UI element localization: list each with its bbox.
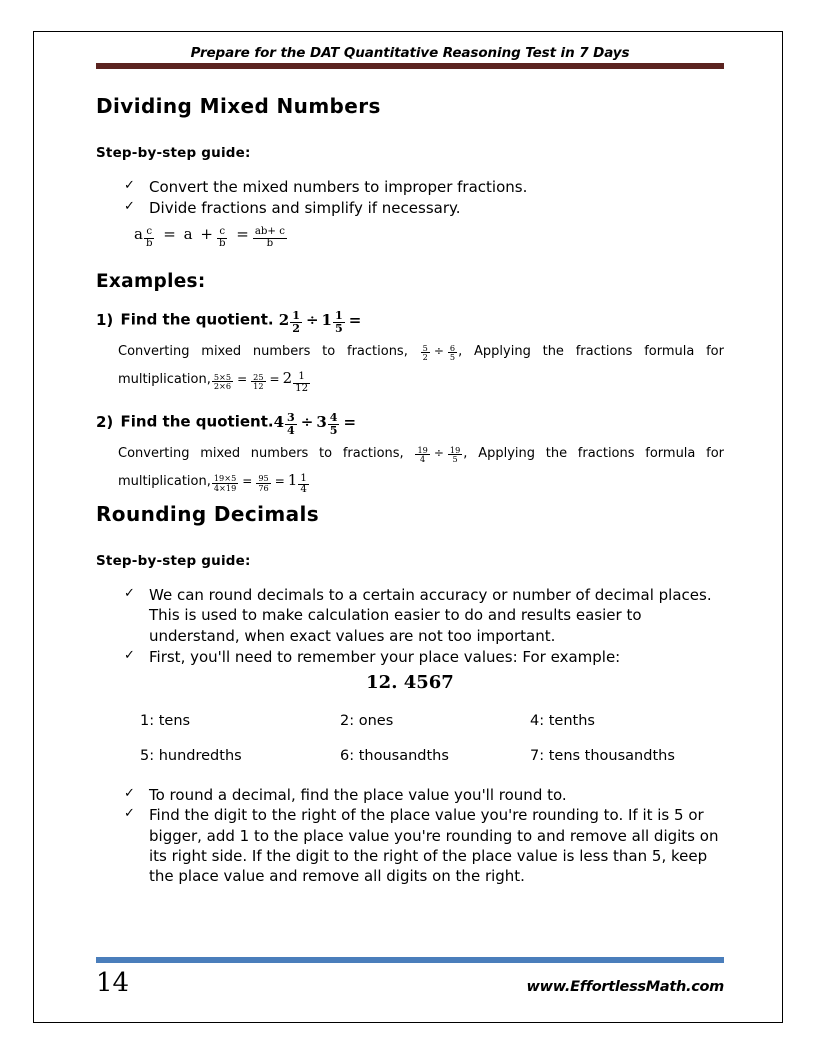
example-2-comma: , xyxy=(463,445,468,461)
examples-title: Examples: xyxy=(96,271,206,293)
formula-lhs-whole: a xyxy=(134,224,143,243)
example-1-whole-2: 1 xyxy=(321,310,332,329)
place-value-cell: 5: hundredths xyxy=(140,748,242,765)
example-2-frac2-den: 5 xyxy=(448,454,462,464)
check-icon: ✓ xyxy=(124,199,135,215)
example-2-result2-den: 76 xyxy=(258,482,269,493)
table-row xyxy=(140,742,700,777)
example-1-comma: , xyxy=(458,343,463,359)
example-2-frac1-num: 19 xyxy=(417,444,428,455)
example-1-result-equals-2: = xyxy=(269,372,280,387)
example-1-frac1-den: 2 xyxy=(422,352,428,363)
example-1-whole-1: 2 xyxy=(278,310,290,329)
formula-lhs-numerator: c xyxy=(146,225,153,237)
example-1-equals: = xyxy=(348,310,362,329)
example-2-question: Find the quotient. xyxy=(120,412,274,431)
list-item xyxy=(124,805,724,886)
list-item xyxy=(124,198,724,218)
step-by-step-guide-label-2: Step-by-step guide: xyxy=(96,553,251,570)
formula-rhs-numerator: ab+ c xyxy=(254,225,285,237)
footer-row xyxy=(96,968,724,998)
example-1-solution xyxy=(118,340,724,395)
example-1-result1-num: 5×5 xyxy=(213,371,232,382)
formula-rhs-denominator: b xyxy=(253,238,287,250)
list-item-label: Convert the mixed numbers to improper fractions. xyxy=(149,178,528,196)
check-icon: ✓ xyxy=(124,586,135,602)
check-icon: ✓ xyxy=(124,806,135,822)
step-by-step-guide-label-1: Step-by-step guide: xyxy=(96,145,251,161)
example-2-solution-text-1: Converting mixed numbers to fractions, xyxy=(118,445,404,461)
example-1-result1-den: 2×6 xyxy=(213,381,232,392)
dividing-mixed-numbers-bullets xyxy=(96,177,724,219)
example-2-result1-num: 19×5 xyxy=(213,473,237,484)
page-number: 14 xyxy=(96,968,130,998)
formula-equals-1: = xyxy=(163,224,176,243)
example-2-solution-divide: ÷ xyxy=(433,445,444,460)
list-item-label: To round a decimal, find the place value you'll round to. xyxy=(149,786,567,805)
rounding-decimals-bullets-bottom xyxy=(96,785,724,886)
example-2-answer-den: 4 xyxy=(300,484,307,496)
check-icon: ✓ xyxy=(124,786,135,802)
example-1-num-1: 1 xyxy=(292,309,300,323)
place-value-cell: 1: tens xyxy=(140,713,191,730)
place-value-example-number: 12. 4567 xyxy=(366,672,454,694)
example-1-den-1: 2 xyxy=(292,322,300,336)
example-2-divide-op: ÷ xyxy=(300,412,314,431)
check-icon: ✓ xyxy=(124,647,135,663)
example-2-den-2: 5 xyxy=(329,423,338,437)
example-1-solution-text-1: Converting mixed numbers to fractions, xyxy=(118,343,408,359)
example-2 xyxy=(96,412,724,496)
formula-lhs-denominator: b xyxy=(145,237,153,249)
example-2-equals: = xyxy=(343,412,357,431)
list-item xyxy=(124,585,724,646)
example-2-result-equals-2: = xyxy=(274,474,285,489)
example-1-num-2: 1 xyxy=(334,309,343,323)
table-row xyxy=(140,707,700,742)
formula-plus: + xyxy=(200,224,213,243)
example-2-frac1-den: 4 xyxy=(415,454,429,464)
example-2-result2-num: 95 xyxy=(258,473,269,484)
place-value-cell: 7: tens thousandths xyxy=(530,748,675,765)
example-1-prompt xyxy=(96,310,724,334)
header-rule xyxy=(96,63,724,69)
example-1-frac2-den: 5 xyxy=(449,352,456,363)
example-2-den-1: 4 xyxy=(287,423,295,437)
example-1-divide-op: ÷ xyxy=(305,310,319,329)
example-1-result2-den: 12 xyxy=(253,381,264,392)
example-2-number: 2) xyxy=(96,412,114,431)
list-item-label: Divide fractions and simplify if necessary. xyxy=(149,199,461,218)
example-1-answer-den: 12 xyxy=(295,382,309,394)
check-icon: ✓ xyxy=(124,178,135,193)
place-value-cell: 6: thousandths xyxy=(340,748,449,765)
place-value-cell: 2: ones xyxy=(340,713,394,730)
example-1-answer-whole: 2 xyxy=(282,369,293,388)
example-1-frac2-num: 6 xyxy=(449,342,456,353)
footer-rule xyxy=(96,957,724,963)
example-2-prompt xyxy=(96,412,724,436)
list-item xyxy=(124,177,724,197)
example-1-solution-divide: ÷ xyxy=(433,343,444,358)
running-header: Prepare for the DAT Quantitative Reasoning Test in 7 Days xyxy=(190,45,630,61)
mixed-number-formula xyxy=(134,225,724,250)
example-2-whole-1: 4 xyxy=(273,412,284,431)
example-1 xyxy=(96,310,724,394)
website-link[interactable]: www.EffortlessMath.com xyxy=(526,979,724,995)
list-item-label: Find the digit to the right of the place value you're rounding to. If it is 5 or bigger, add 1 to the place value you're rounding to and remove all digits on its right side. If the digit to the right of the place value is less than 5, keep the place value and remove all digits on the right. xyxy=(149,806,719,886)
example-1-result2-num: 25 xyxy=(253,371,264,382)
formula-mid-whole: a xyxy=(183,224,193,243)
example-2-answer-num: 1 xyxy=(300,472,307,484)
example-2-answer-whole: 1 xyxy=(287,471,298,490)
list-item xyxy=(124,647,724,667)
example-1-answer-num: 1 xyxy=(298,370,305,382)
formula-mid-denominator: b xyxy=(218,237,226,249)
place-value-cell: 4: tenths xyxy=(530,713,595,730)
formula-mid-numerator: c xyxy=(219,225,226,237)
section-title-rounding-decimals: Rounding Decimals xyxy=(96,502,320,527)
formula-equals-2: = xyxy=(236,224,249,243)
rounding-decimals-bullets-top xyxy=(96,585,724,667)
example-2-frac2-num: 19 xyxy=(449,444,461,455)
place-values-table xyxy=(140,707,700,777)
section-title-dividing-mixed-numbers: Dividing Mixed Numbers xyxy=(96,94,381,118)
page-frame xyxy=(33,31,783,1023)
example-2-result1-den: 4×19 xyxy=(213,482,237,493)
example-1-frac1-num: 5 xyxy=(422,342,428,353)
example-2-result-equals-1: = xyxy=(242,474,253,489)
example-2-num-2: 4 xyxy=(329,411,338,425)
list-item-label: We can round decimals to a certain accuracy or number of decimal places. This is used to make calculation easier to do and results easier to understand, when exact values are not too important. xyxy=(149,586,712,645)
example-1-result-equals-1: = xyxy=(237,372,248,387)
example-2-solution xyxy=(118,442,724,497)
example-2-num-1: 3 xyxy=(287,411,295,425)
example-1-question: Find the quotient. xyxy=(120,310,274,329)
example-1-solution-text-2: Applying the fractions formula for multiplication, xyxy=(118,343,724,388)
list-item-label: First, you'll need to remember your place values: For example: xyxy=(149,647,621,666)
example-1-den-2: 5 xyxy=(334,322,343,336)
page-content xyxy=(96,45,724,886)
page-footer xyxy=(96,957,724,998)
list-item xyxy=(124,785,724,805)
example-2-solution-text-2: Applying the fractions formula for multiplication, xyxy=(118,445,725,490)
example-1-number: 1) xyxy=(96,310,114,329)
example-2-whole-2: 3 xyxy=(316,412,327,431)
